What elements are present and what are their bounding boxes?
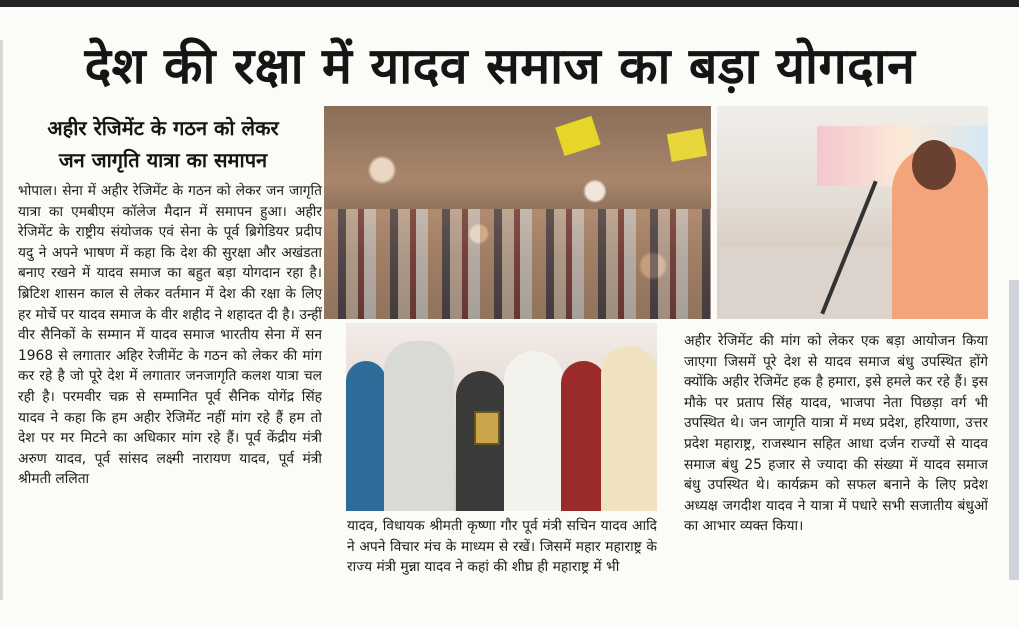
person-figure [601, 346, 657, 511]
top-rule [0, 0, 1019, 7]
person-figure [561, 361, 606, 511]
headline: देश की रक्षा में यादव समाज का बड़ा योगदान [84, 37, 916, 95]
subheadline-line2: जन जागृति यात्रा का समापन [58, 148, 268, 172]
flag-shape [667, 128, 707, 162]
person-figure [504, 351, 564, 511]
adjacent-article-edge [1006, 180, 1019, 620]
article-column-middle: यादव, विधायक श्रीमती कृष्णा गौर पूर्व मंत्री सचिन यादव आदि ने अपने विचार मंच के माध्यम से रखें। जिसमें महार महाराष्ट्र के राज्य मंत्री मुन्ना यादव ने कहां की शीघ्र ही महाराष्ट्र में भी [347, 518, 657, 576]
person-figure [384, 341, 454, 511]
speaker-photo [717, 106, 988, 319]
adjacent-photo-edge [1009, 280, 1019, 580]
article-column-right: अहीर रेजिमेंट की मांग को लेकर एक बड़ा आयोजन किया जाएगा जिसमें पूरे देश से यादव समाज बंधु उपस्थित होंगे क्योंकि अहीर रेजिमेंट हक है हमारा, इसे हमले कर रहे हैं। इस मौके पर प्रताप सिंह यादव, भाजपा नेता पिछड़ा वर्ग भी उपस्थित थे। जन जागृति यात्रा में मध्य प्रदेश, हरियाणा, उत्तर प्रदेश महाराष्ट्र, राजस्थान सहित आधा दर्जन राज्यों से यादव समाज बंधु 25 हजार से ज्यादा की संख्या में यादव समाज बंधु उपस्थित थे। कार्यक्रम को सफल बनाने के लिए प्रदेश अध्यक्ष जगदीश यादव ने यात्रा में पधारे सभी सजातीय बंधुओं का आभार व्यक्त किया। [684, 333, 988, 535]
ceremony-photo [346, 323, 657, 511]
person-figure [346, 361, 386, 511]
speaker-head [912, 140, 956, 190]
crowd-people [324, 209, 711, 319]
award-plaque [474, 411, 500, 445]
podium [717, 246, 892, 319]
page-edge [0, 40, 3, 600]
subheadline-line1: अहीर रेजिमेंट के गठन को लेकर [47, 116, 279, 140]
article-column-left: भोपाल। सेना में अहीर रेजिमेंट के गठन को लेकर जन जागृति यात्रा का एमबीएम कॉलेज मैदान में समापन हुआ। अहीर रेजिमेंट के राष्ट्रीय संयोजक एवं सेना के पूर्व ब्रिगेडियर प्रदीप यदु ने अपने भाषण में कहा कि देश की सुरक्षा और अखंडता बनाए रखने में यादव समाज का बहुत बड़ा योगदान रहा है। ब्रिटिश शासन काल से लेकर वर्तमान में देश की रक्षा के लिए हर मोर्चे पर यादव समाज के वीर शहीद ने शहादत दी है। उन्हीं वीर सैनिकों के सम्मान में यादव समाज भारतीय सेना में सन 1968 से लगातार अहिर रेजीमेंट के गठन को लेकर की मांग कर रहे है जो पूरे देश में लगातार जनजागृति कलश यात्रा चल रही है। परमवीर चक्र से सम्मानित पूर्व सैनिक योगेंद्र सिंह यादव ने कहा कि हम अहीर रेजिमेंट नहीं मांग रहे हैं हम तो देश पर मर मिटने का अधिकार मांग रहे हैं। पूर्व केंद्रीय मंत्री अरुण यादव, पूर्व सांसद लक्ष्मी नारायण यादव, पूर्व मंत्री श्रीमती ललिता [18, 183, 322, 488]
crowd-photo [324, 106, 711, 319]
flag-shape [555, 116, 600, 156]
